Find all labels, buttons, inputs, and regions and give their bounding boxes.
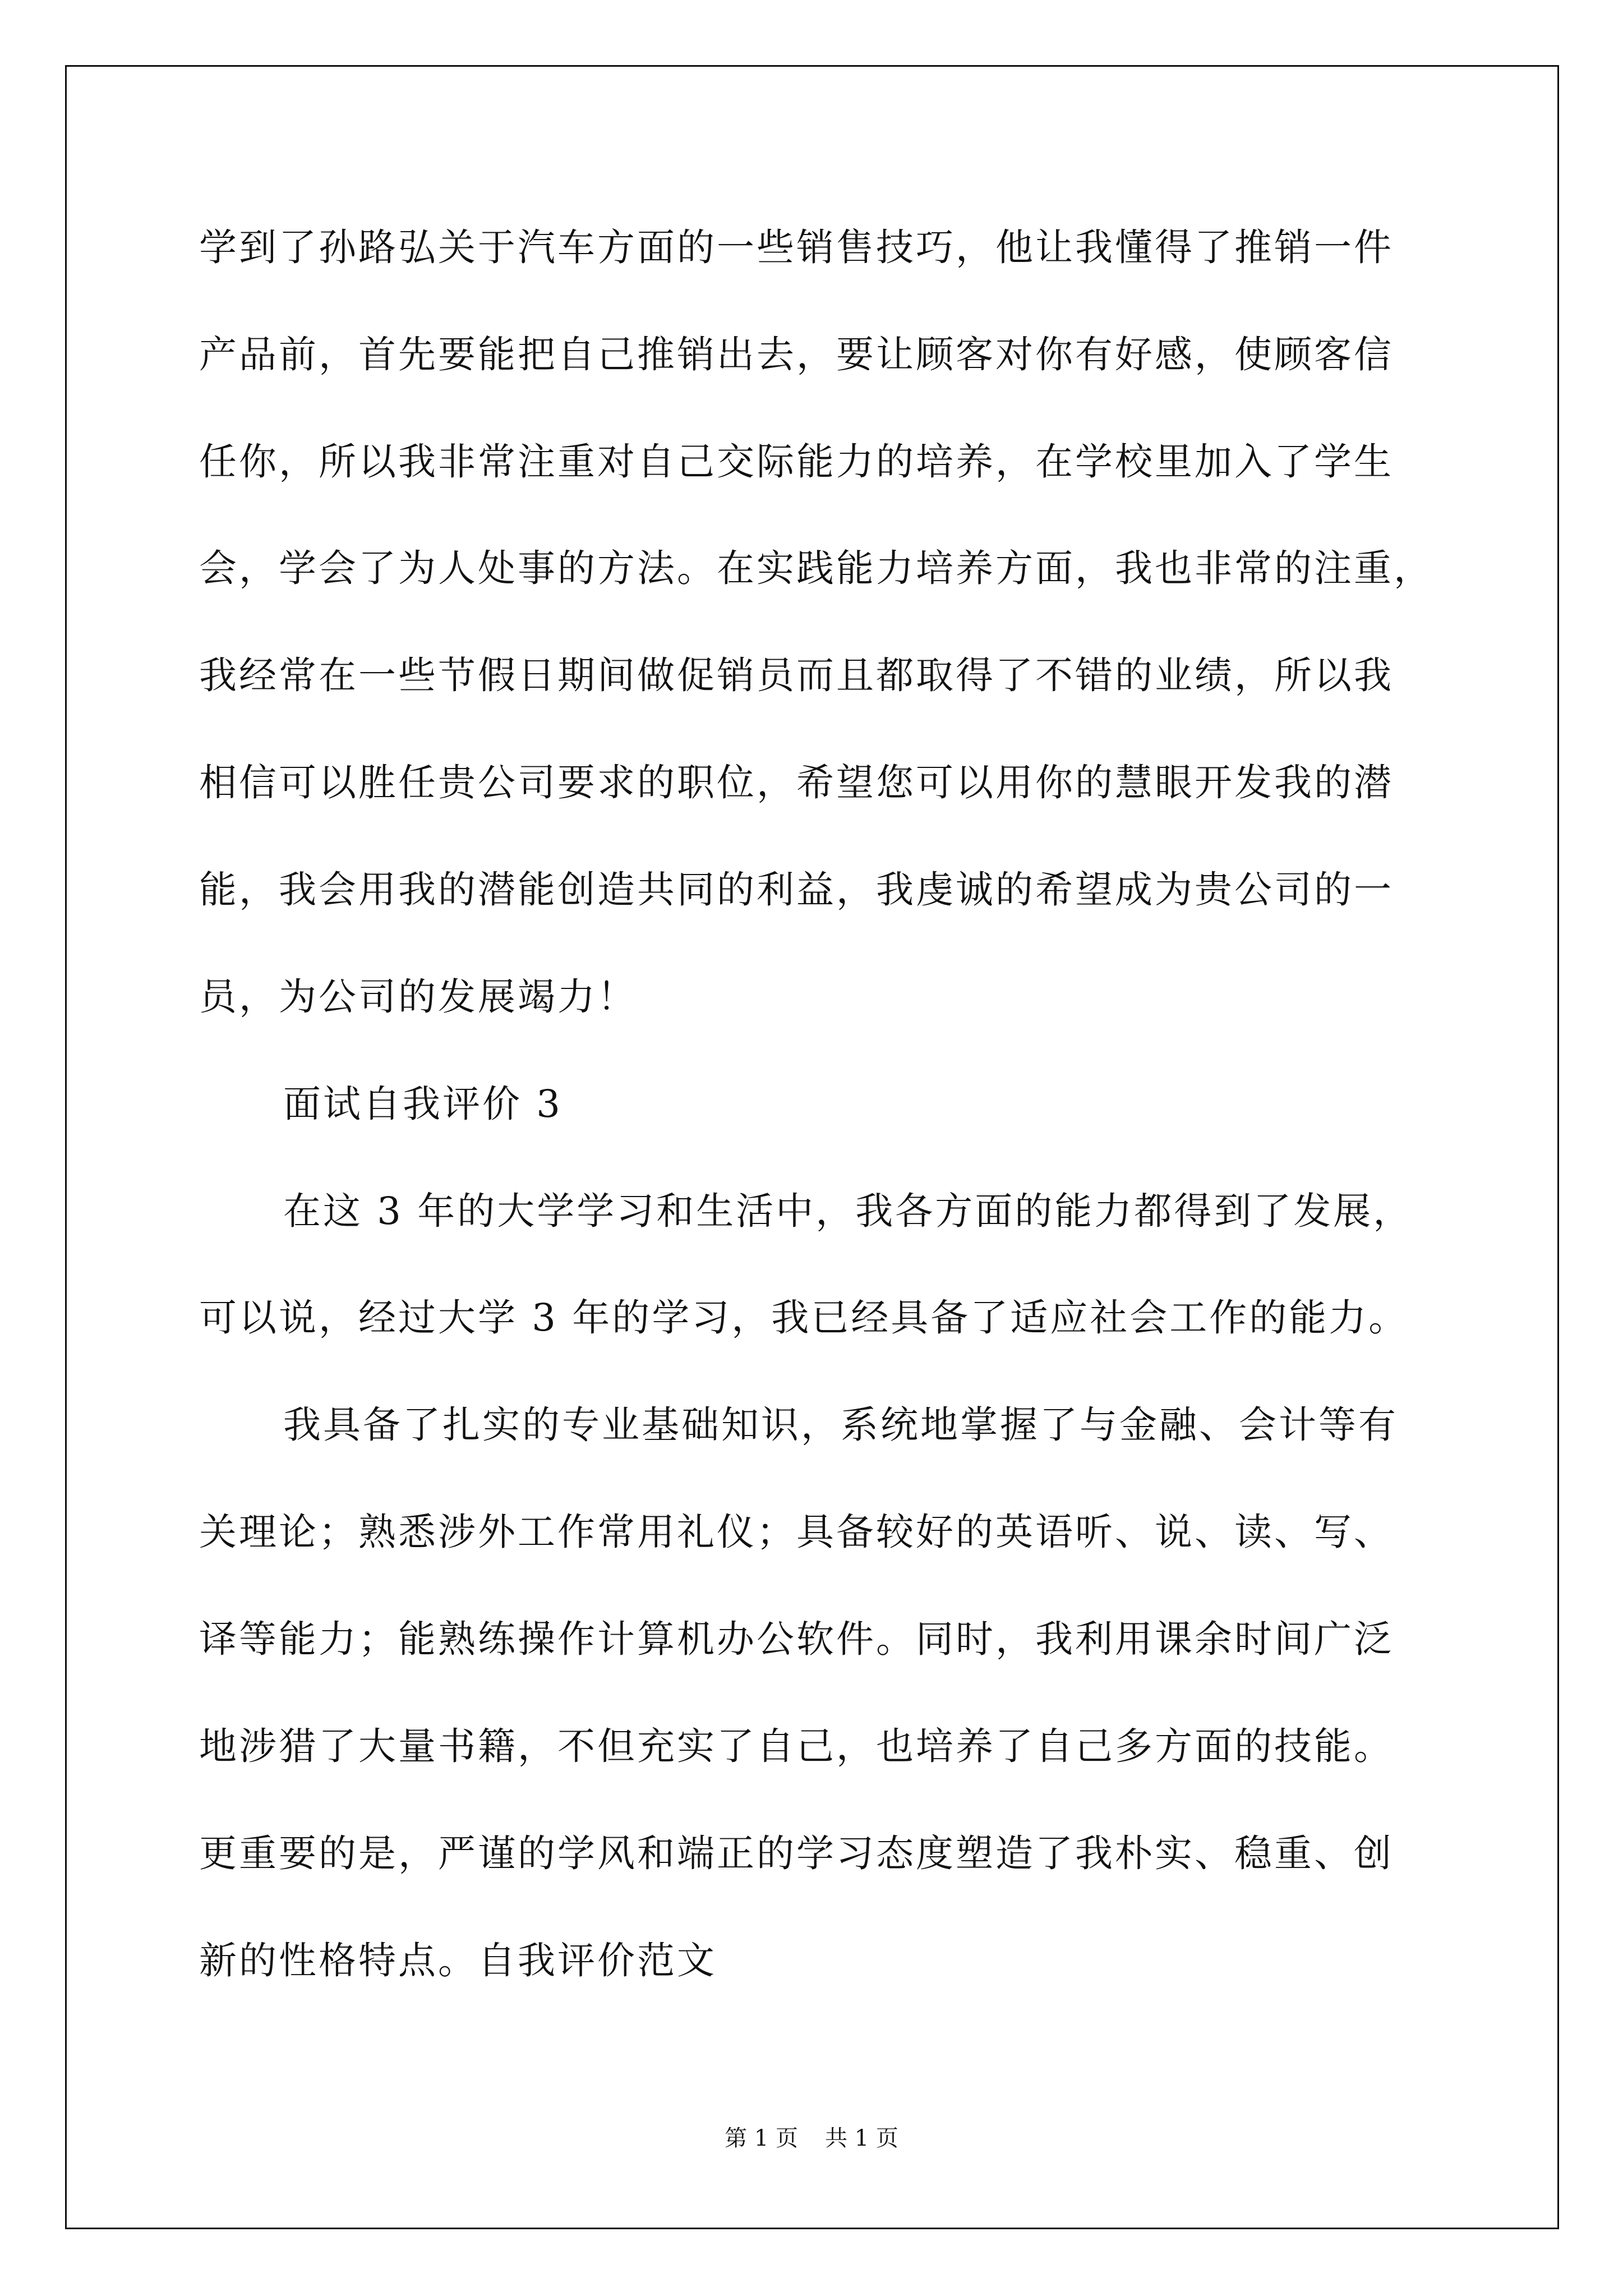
text-line: 员，为公司的发展竭力！ (199, 975, 637, 1019)
text-line: 任你，所以我非常注重对自己交际能力的培养，在学校里加入了学生 (199, 440, 1394, 484)
text-line: 会，学会了为人处事的方法。在实践能力培养方面，我也非常的注重， (199, 546, 1433, 590)
text-line: 关理论；熟悉涉外工作常用礼仪；具备较好的英语听、说、读、写、 (199, 1510, 1394, 1554)
text-line: 能，我会用我的潜能创造共同的利益，我虔诚的希望成为贵公司的一 (199, 868, 1394, 912)
section-heading: 面试自我评价 3 (283, 1082, 562, 1126)
text-line: 可以说，经过大学 3 年的学习，我已经具备了适应社会工作的能力。 (199, 1296, 1409, 1340)
page-number: 第 1 页 (725, 2125, 798, 2151)
text-line: 在这 3 年的大学学习和生活中，我各方面的能力都得到了发展， (283, 1189, 1413, 1233)
text-line: 我经常在一些节假日期间做促销员而且都取得了不错的业绩，所以我 (199, 654, 1394, 697)
text-line: 新的性格特点。自我评价范文 (199, 1939, 717, 1982)
text-line: 学到了孙路弘关于汽车方面的一些销售技巧，他让我懂得了推销一件 (199, 226, 1394, 269)
text-line: 译等能力；能熟练操作计算机办公软件。同时，我利用课余时间广泛 (199, 1617, 1394, 1661)
page-border (65, 65, 1559, 2229)
text-line: 我具备了扎实的专业基础知识，系统地掌握了与金融、会计等有 (283, 1403, 1398, 1447)
text-line: 更重要的是，严谨的学风和端正的学习态度塑造了我朴实、稳重、创 (199, 1832, 1394, 1875)
text-line: 产品前，首先要能把自己推销出去，要让顾客对你有好感，使顾客信 (199, 333, 1394, 376)
text-line: 相信可以胜任贵公司要求的职位，希望您可以用你的慧眼开发我的潜 (199, 761, 1394, 804)
page-footer (0, 2120, 1623, 2152)
text-line: 地涉猎了大量书籍，不但充实了自己，也培养了自己多方面的技能。 (199, 1724, 1394, 1768)
page-total: 共 1 页 (825, 2125, 898, 2151)
